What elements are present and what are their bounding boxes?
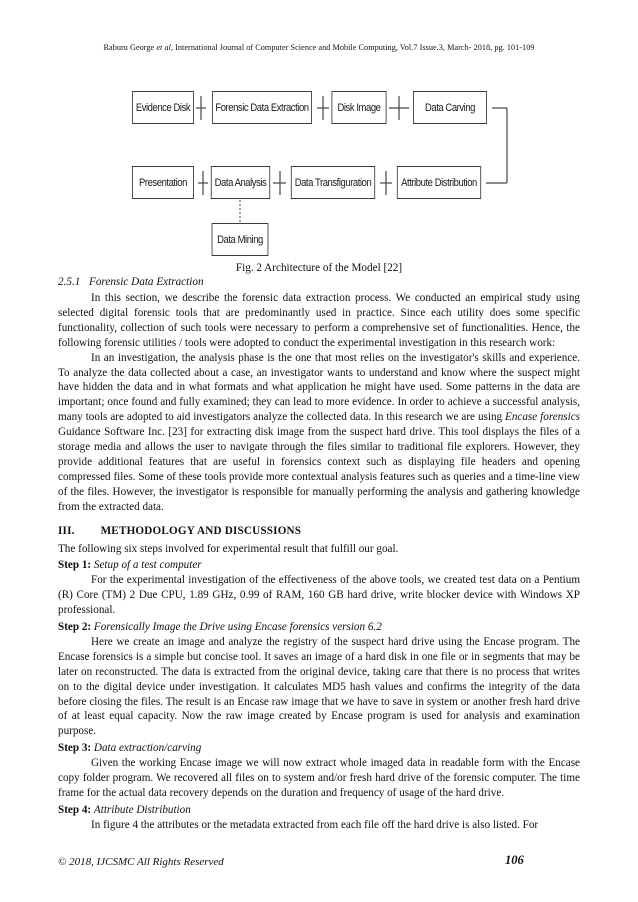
section-title: METHODOLOGY AND DISCUSSIONS <box>100 524 302 537</box>
node-data-analysis <box>211 166 270 199</box>
step-heading <box>58 741 580 756</box>
footer-copyright: © 2018, IJCSMC All Rights Reserved <box>58 856 224 868</box>
step-body: For the experimental investigation of the effectiveness of the above tools, we created test data on a Pentium (R) Core (TM) 2 Due CPU, 1.89 GHz, 0.99 of RAM, 160 GB hard drive, write blocker device with Windows XP professional. <box>58 574 580 617</box>
step-body: In figure 4 the attributes or the metadata extracted from each file off the hard drive is also listed. For <box>91 818 539 831</box>
header-author: Raburu George <box>103 43 155 52</box>
node-label: Data Transfiguration <box>294 176 372 189</box>
encase-italic: Encase forensics <box>505 411 580 424</box>
node-label: Presentation <box>139 176 187 189</box>
body-text <box>58 291 580 833</box>
step-heading <box>58 558 580 573</box>
step-body: Given the working Encase image we will now extract whole imaged data in readable form with the Encase copy folder program. We recovered all files on to system and/or fresh hard drive of the forensic computer. The time frame for the actual data recovery depends on the duration and frequency of usage of the hard drive. <box>58 757 580 799</box>
step-title: Data extraction/carving <box>93 742 202 755</box>
node-label: Data Mining <box>217 233 263 246</box>
page-number: 106 <box>505 853 524 867</box>
step-label: Step 3: <box>58 742 92 755</box>
section-intro: The following six steps involved for experimental result that fulfill our goal. <box>58 542 399 555</box>
node-presentation <box>132 166 194 199</box>
subsection-title: Forensic Data Extraction <box>89 276 204 288</box>
node-label: Data Analysis <box>214 176 267 189</box>
paragraph-text: Guidance Software Inc. [23] for extracting disk image from the suspect hard drive. This tool displays the files of a storage media and allows the user to navigate through the files similar to traditional file explorers. However, they provide additional features that are useful in forensics context such as displaying file headers and opening compressed files. Some of these tools provide more contextual analysis features such as queries and a time-line view of the files. However, the investigator is responsible for manually performing the analysis and gathering knowledge from the extracted data. <box>58 426 580 513</box>
paragraph: In this section, we describe the forensic data extraction process. We conducted an empirical study using selected digital forensic tools that are predominantly used in practice. Since each utility does some specific functionality, collection of such tools were necessary to perform a comprehensive set of functionalities. Hence, the following forensic utilities / tools were adopted to conduct the experimental investigation in this research work: <box>58 292 580 349</box>
step-heading <box>58 803 580 818</box>
node-label: Forensic Data Extraction <box>215 101 309 114</box>
step-label: Step 4: <box>58 803 92 816</box>
node-label: Evidence Disk <box>135 101 191 114</box>
step-title: Setup of a test computer <box>93 559 202 572</box>
header-journal: , International Journal of Computer Science and Mobile Computing, Vol.7 Issue.3, March- 2018, pg. 101-109 <box>170 43 535 52</box>
node-data-mining <box>212 223 269 256</box>
node-label: Attribute Distribution <box>401 176 477 189</box>
node-data-transfiguration <box>291 166 375 199</box>
subsection-number: 2.5.1 <box>58 276 81 288</box>
paragraph-text: In an investigation, the analysis phase is the one that most relies on the investigator's skills and experience. To analyze the data collected about a case, an investigator wants to understand and know where the suspect might have hidden the data and in what formats and what application he might have used. Some patterns in the data are important; once found and fully examined; they can lead to more evidence. In order to achieve a successful analysis, many tools are adopted to aid investigators analyze the collected data. In this research we are using <box>58 351 580 424</box>
step-body: Here we create an image and analyze the registry of the suspect hard drive using the Encase program. The Encase forensics is a simple but concise tool. It saves an image of a hard disk in one file or in segments that may be later on reconstructed. The data is extracted from the original device, taking care that there is no process that writes on to the digital device under investigation. It calculates MD5 hash values and confirms the integrity of the data before closing the files. The result is an Encase raw image that we have to save in system or another fresh hard drive of at least equal capacity. Now the raw image created by Encase program is used for analysis and examination purpose. <box>58 635 580 738</box>
header-etal: et al <box>156 43 171 52</box>
step-title: Forensically Image the Drive using Encase forensics version 6.2 <box>93 621 382 634</box>
section-number: III. <box>58 524 75 537</box>
node-label: Data Carving <box>424 101 476 114</box>
node-data-carving <box>413 91 487 124</box>
node-evidence-disk <box>132 91 194 124</box>
step-title: Attribute Distribution <box>93 803 191 816</box>
node-disk-image <box>331 91 386 124</box>
subsection-heading <box>58 276 204 288</box>
paragraph <box>58 351 580 515</box>
node-label: Disk Image <box>337 101 381 114</box>
node-forensic-data-extraction <box>212 91 312 124</box>
section-heading <box>58 524 580 539</box>
step-label: Step 1: <box>58 559 92 572</box>
figure-caption: Fig. 2 Architecture of the Model [22] <box>235 262 403 274</box>
node-attribute-distribution <box>397 166 481 199</box>
step-heading <box>58 620 580 635</box>
step-label: Step 2: <box>58 621 92 634</box>
